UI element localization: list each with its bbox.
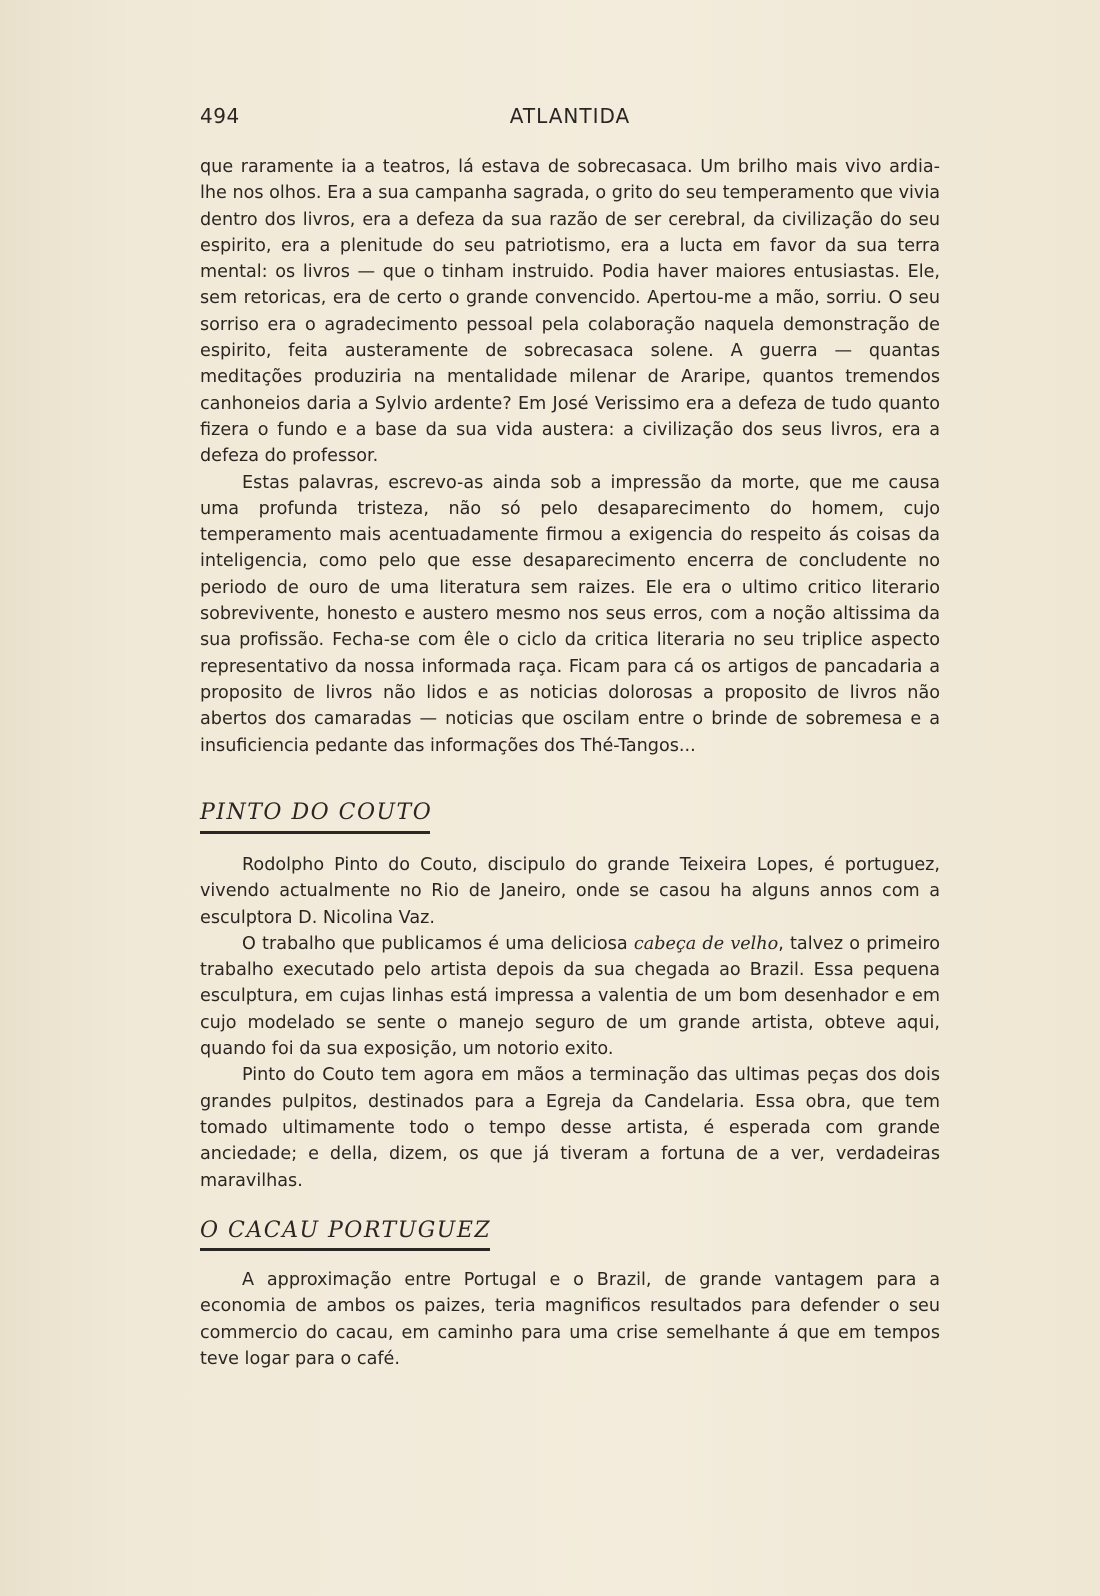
section-heading-cacau-portuguez: O CACAU PORTUGUEZ <box>200 1218 492 1243</box>
journal-title: ATLANTIDA <box>509 104 631 128</box>
paragraph: que raramente ia a teatros, lá estava de sobrecasaca. Um brilho mais vivo ardia-lhe nos olhos. Era a sua campanha sagrada, o grito do seu temperamento que vivia dentro dos livros, era a defeza da sua razão de ser cerebral, da civilização do seu espirito, era a plenitude do seu patriotismo, era a lucta em favor da sua terra mental: os livros — que o tinham instruido. Podia haver maiores entusiastas. Ele, sem retoricas, era de certo o grande convencido. Apertou-me a mão, sorriu. O seu sorriso era o agradecimento pessoal pela colaboração naquela demonstração de espirito, feita austeramente de sobrecasaca solene. A guerra — quantas meditações produziria na mentalidade milenar de Araripe, quantos tremendos canhoneios daria a Sylvio ardente? Em José Verissimo era a defeza de tudo quanto fizera o fundo e a base da sua vida austera: a civilização dos seus livros, era a defeza do professor. <box>200 157 940 467</box>
paragraph: O trabalho que publicamos é uma deliciosa cabeça de velho, talvez o primeiro trabalho executado pelo artista depois da sua chegada ao Brazil. Essa pequena esculptura, em cujas linhas está impressa a valentia de um bom desenhador e em cujo modelado se sente o manejo seguro de um grande artista, obteve aqui, quando foi da sua exposição, um notorio exito. <box>200 933 940 1060</box>
italic-title: cabeça de velho <box>633 933 779 954</box>
section-heading-pinto-do-couto: PINTO DO COUTO <box>200 800 433 825</box>
paragraph: Rodolpho Pinto do Couto, discipulo do grande Teixeira Lopes, é portuguez, vivendo actualmente no Rio de Janeiro, onde se casou ha alguns annos com a esculptora D. Nicolina Vaz. <box>200 855 940 928</box>
paragraph: Estas palavras, escrevo-as ainda sob a impressão da morte, que me causa uma profunda tristeza, não só pelo desaparecimento do homem, cujo temperamento mais acentuadamente firmou a exigencia do respeito ás coisas da inteligencia, como pelo que esse desaparecimento encerra de concludente no periodo de ouro de uma literatura sem raizes. Ele era o ultimo critico literario sobrevivente, honesto e austero mesmo nos seus erros, com a noção altissima da sua profissão. Fecha-se com êle o ciclo da critica literaria no seu triplice aspecto representativo da nossa informada raça. Ficam para cá os artigos de pancadaria a proposito de livros não lidos e as noticias dolorosas a proposito de livros não abertos dos camaradas — noticias que oscilam entre o brinde de sobremesa e a insuficiencia pedante das informações dos Thé-Tangos... <box>200 472 940 756</box>
running-header <box>200 104 940 132</box>
page-number: 494 <box>200 104 240 128</box>
paragraph: A approximação entre Portugal e o Brazil, de grande vantagem para a economia de ambos os paizes, teria magnificos resultados para defender o seu commercio do cacau, em caminho para uma crise semelhante á que em tempos teve logar para o café. <box>200 1270 940 1369</box>
section-cacau-portuguez <box>200 1267 940 1372</box>
heading-underline <box>200 831 430 834</box>
article-continuation <box>200 154 940 759</box>
heading-underline <box>200 1248 490 1251</box>
section-pinto-do-couto <box>200 852 940 1194</box>
paragraph: Pinto do Couto tem agora em mãos a terminação das ultimas peças dos dois grandes pulpitos, destinados para a Egreja da Candelaria. Essa obra, que tem tomado ultimamente todo o tempo desse artista, é esperada com grande anciedade; e della, dizem, os que já tiveram a fortuna de a ver, verdadeiras maravilhas. <box>200 1065 940 1191</box>
